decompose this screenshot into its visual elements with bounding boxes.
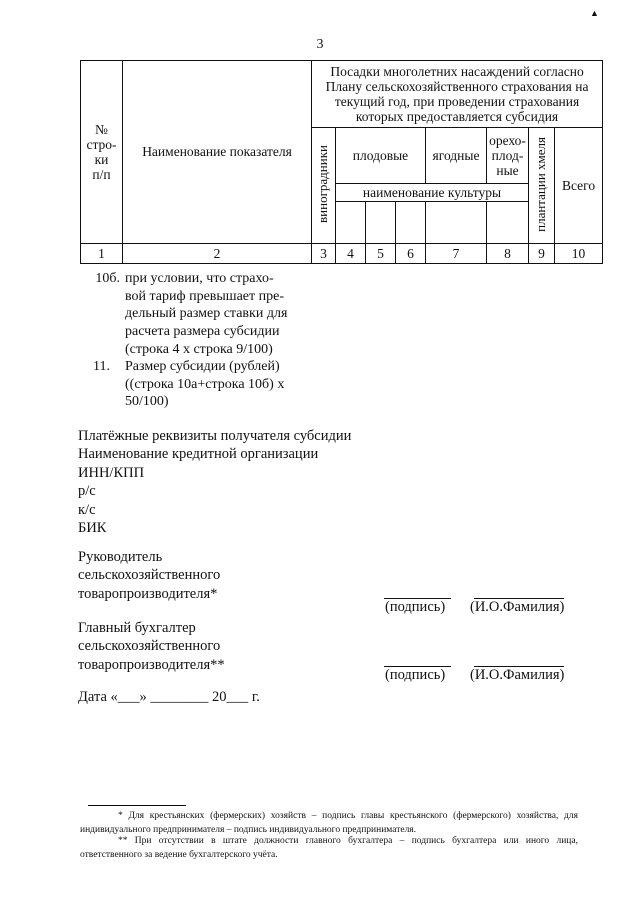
row-number-10b: 10б. [95,271,120,286]
header-culture-name: наименование культуры [336,184,529,202]
accountant-sign-caption: (подпись) [385,667,446,683]
row-number-11: 11. [93,359,110,374]
col-number: 1 [81,244,123,264]
head-sign-caption: (подпись) [385,599,446,615]
head-name-caption: (И.О.Фамилия) [470,599,565,615]
empty-cell [426,202,487,244]
accountant-name-caption: (И.О.Фамилия) [470,667,565,683]
payment-requisites [78,427,478,537]
col-number: 6 [396,244,426,264]
page-number: 3 [316,37,324,52]
empty-cell [336,202,366,244]
corr-account-label: к/с [78,501,96,518]
account-label: р/с [78,483,96,500]
col-number: 9 [529,244,555,264]
header-indicator-name: Наименование показателя [123,61,312,244]
header-nut-fruit: орехо- плод- ные [487,128,529,184]
header-row-number: № стро- ки п/п [81,61,123,244]
header-total: Всего [555,128,603,244]
header-fruit: плодовые [336,128,426,184]
header-vineyards: виноградники [312,128,336,244]
col-number: 3 [312,244,336,264]
corner-mark: ▲ [590,8,599,18]
accountant-signature-label: Главный бухгалтер сельскохозяйственного товаропроизводителя** [78,620,225,673]
row-label-11: Размер субсидии (рублей) ((строка 10а+строка 10б) х 50/100) [125,359,285,410]
col-number: 5 [366,244,396,264]
subsidy-table [80,60,603,264]
empty-cell [396,202,426,244]
header-hop-plantations: плантации хмеля [529,128,555,244]
footnote-rule [88,805,186,806]
head-signature-label: Руководитель сельскохозяйственного товаропроизводителя* [78,549,221,602]
footnote-1: * Для крестьянских (фермерских) хозяйств – подпись главы крестьянского (фермерского) хозяйства, для индивидуального предпринимателя – подпись индивидуального предпринимателя. [80,811,578,835]
col-number: 7 [426,244,487,264]
requisites-title: Платёжные реквизиты получателя субсидии [78,428,352,444]
col-number: 4 [336,244,366,264]
bik-label: БИК [78,520,107,537]
inn-kpp-label: ИНН/КПП [78,464,145,481]
header-berry: ягодные [426,128,487,184]
footnote-2: ** При отсутствии в штате должности главного бухгалтера – подпись бухгалтера или иного лица, ответственного за ведение бухгалтерского учёта. [80,836,578,860]
header-plantings-group: Посадки многолетних насаждений согласно Плану сельскохозяйственного страхования на текущий год, при проведении страхования которых предоставляется субсидия [312,61,603,128]
row-label-10b: при условии, что страхо- вой тариф превышает пре- дельный размер ставки для расчета размера субсидии (строка 4 х строка 9/100) [125,271,288,357]
bank-name-label: Наименование кредитной организации [78,446,319,463]
empty-cell [487,202,529,244]
col-number: 8 [487,244,529,264]
col-number: 2 [123,244,312,264]
column-numbers-row [81,244,603,264]
empty-cell [366,202,396,244]
col-number: 10 [555,244,603,264]
date-line: Дата «___» ________ 20___ г. [78,689,260,705]
